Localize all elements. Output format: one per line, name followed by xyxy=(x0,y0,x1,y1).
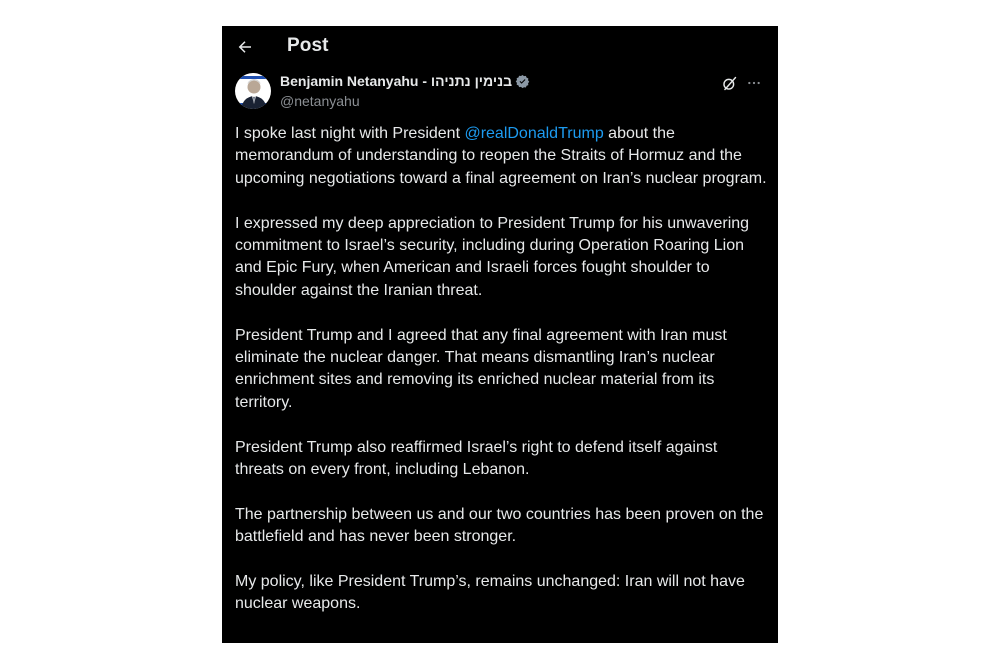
post-view xyxy=(222,26,778,643)
tweet-paragraph-6: My policy, like President Trump’s, remains unchanged: Iran will not have nuclear weapons. xyxy=(235,573,745,613)
more-options-button[interactable] xyxy=(744,73,764,93)
author-name-row xyxy=(280,73,530,89)
tweet-paragraph-4: President Trump also reaffirmed Israel’s right to defend itself against threats on every front, including Lebanon. xyxy=(235,438,718,479)
author-display-name[interactable]: Benjamin Netanyahu - בנימין נתניהו xyxy=(280,73,513,89)
more-dots-icon xyxy=(746,75,762,91)
avatar-photo xyxy=(235,73,271,109)
grok-button[interactable] xyxy=(719,73,739,93)
back-button[interactable] xyxy=(234,36,256,58)
verified-badge-icon xyxy=(515,74,530,89)
tweet-paragraph-3: President Trump and I agreed that any final agreement with Iran must eliminate the nuclear danger. That means dismantling Iran’s nuclear enrichment sites and removing its enriched nuclear material from its territory. xyxy=(235,326,727,411)
tweet-paragraph-1 xyxy=(235,123,767,190)
author-handle[interactable]: @netanyahu xyxy=(280,93,360,109)
page-title: Post xyxy=(287,35,329,56)
tweet-text-segment: I spoke last night with President xyxy=(235,125,465,142)
tweet-text xyxy=(235,123,767,638)
mention-link[interactable]: @realDonaldTrump xyxy=(464,125,604,142)
avatar[interactable] xyxy=(235,73,271,109)
tweet-text-segment: about the memorandum of understanding to reopen the Straits of Hormuz and the upcoming negotiations toward a final agreement on Iran’s nuclear program. xyxy=(235,125,767,187)
arrow-left-icon xyxy=(236,38,254,56)
top-bar xyxy=(222,26,778,66)
grok-icon xyxy=(721,75,738,92)
tweet-paragraph-2: I expressed my deep appreciation to President Trump for his unwavering commitment to Israel’s security, including during Operation Roaring Lion and Epic Fury, when American and Israeli forces fought shoulder to shoulder against the Iranian threat. xyxy=(235,214,750,299)
tweet-paragraph-5: The partnership between us and our two countries has been proven on the battlefield and has never been stronger. xyxy=(235,505,764,546)
